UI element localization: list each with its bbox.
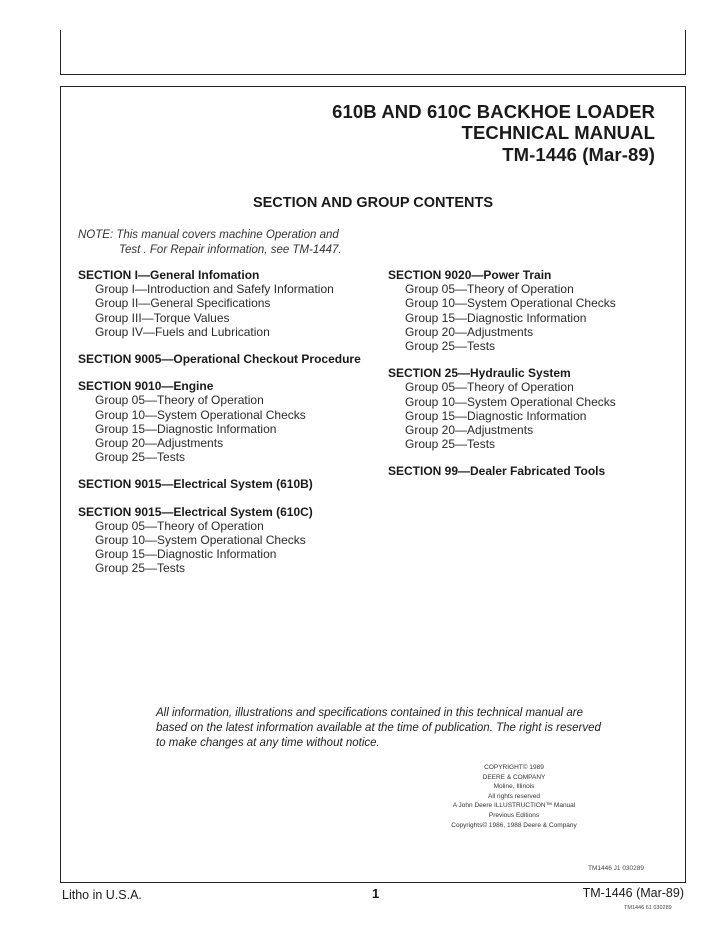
copyright-line: All rights reserved [487,792,541,800]
group-item: Group I—Introduction and Safefy Information [95,282,334,297]
section-heading: SECTION 9015—Electrical System (610C) [78,504,313,519]
section-heading: SECTION 25—Hydraulic System [388,366,571,381]
group-item: Group 15—Diagnostic Information [95,421,277,436]
group-item: Group 25—Tests [95,450,186,465]
section-heading: SECTION 99—Dealer Fabricated Tools [388,464,606,479]
note [78,228,342,257]
group-item: Group 25—Tests [95,561,186,576]
group-item: Group 15—Diagnostic Information [405,310,587,325]
document-id-outer: TM1446 61 030289 [624,905,672,911]
note-line-2: Test . For Repair information, see TM-1447. [119,243,342,256]
group-item: Group 20—Adjustments [405,423,534,438]
section-heading: SECTION 9015—Electrical System (610B) [78,477,313,492]
contents-right-column [388,268,616,479]
group-item: Group 25—Tests [405,339,496,354]
note-line-1: NOTE: This manual covers machine Operation and [78,229,339,241]
section-spacer [78,464,361,477]
section-spacer [78,339,361,352]
section-spacer [78,366,361,379]
section-spacer [78,492,361,505]
section-heading: SECTION 9010—Engine [78,379,214,394]
document-id-inner: TM1446 J1 030289 [588,865,645,872]
copyright-line: A John Deere ILLUSTRUCTION™ Manual [452,802,576,810]
manual-title: 610B AND 610C BACKHOE LOADER [332,101,655,122]
footer-litho: Litho in U.S.A. [62,888,142,902]
manual-number: TM-1446 (Mar-89) [502,144,655,165]
group-item: Group IV—Fuels and Lubrication [95,324,270,339]
group-item: Group 05—Theory of Operation [95,393,264,408]
group-item: Group 10—System Operational Checks [405,394,616,409]
page-number: 1 [372,886,380,901]
group-item: Group 15—Diagnostic Information [95,547,277,562]
section-heading: SECTION 9005—Operational Checkout Procedure [78,352,361,367]
group-item: Group II—General Specifications [95,296,271,311]
section-spacer [388,353,616,366]
group-item: Group 10—System Operational Checks [95,407,306,422]
copyright-line: Previous Editions [488,811,540,819]
copyright-line: COPYRIGHT© 1989 [484,764,544,771]
group-item: Group 15—Diagnostic Information [405,408,587,423]
section-spacer [388,451,616,464]
group-item: Group 25—Tests [405,437,496,452]
copyright-block [434,763,594,830]
group-item: Group 20—Adjustments [405,324,534,339]
group-item: Group 05—Theory of Operation [405,282,574,297]
copyright-line: Moline, Illinois [493,783,535,791]
footer-manual-number: TM-1446 (Mar-89) [582,886,684,900]
group-item: Group 10—System Operational Checks [405,296,616,311]
section-heading: SECTION 9020—Power Train [388,268,552,282]
group-item: Group III—Torque Values [95,310,230,325]
contents-left-column [78,268,361,576]
disclaimer: All information, illustrations and specifications contained in this technical manual are based on the latest information available at the time of publication. The right is reserved to make changes at any time without notice. [156,707,601,749]
group-item: Group 10—System Operational Checks [95,533,306,548]
group-item: Group 20—Adjustments [95,436,224,451]
top-frame [60,30,686,75]
group-item: Group 05—Theory of Operation [405,380,574,395]
copyright-line: Copyrights© 1986, 1988 Deere & Company [451,821,577,829]
group-item: Group 05—Theory of Operation [95,518,264,533]
manual-subtitle: TECHNICAL MANUAL [461,122,655,143]
copyright-line: DEERE & COMPANY [482,773,546,781]
section-heading: SECTION I—General Infomation [78,268,260,282]
contents-heading: SECTION AND GROUP CONTENTS [252,195,494,211]
